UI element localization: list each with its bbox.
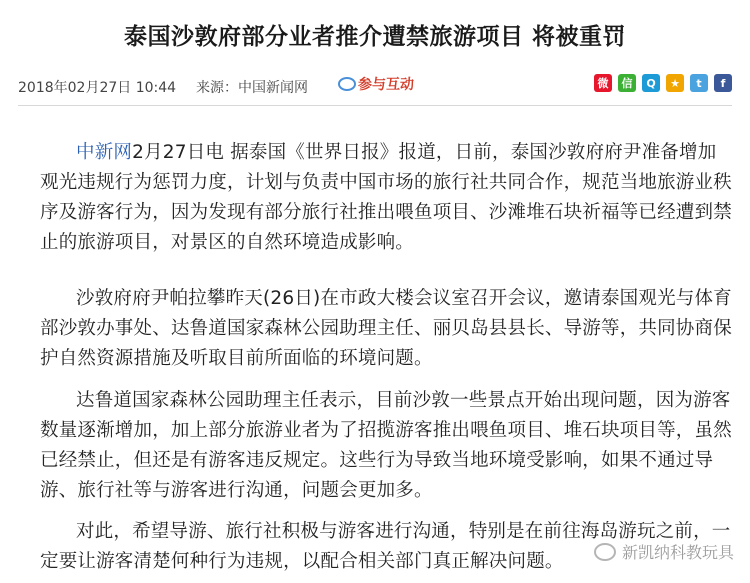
publish-date: 2018年02月27日 10:44 bbox=[18, 80, 177, 96]
interact-label: 参与互动 bbox=[358, 77, 414, 93]
twitter-icon[interactable]: t bbox=[690, 74, 708, 92]
source-link[interactable]: 中新网 bbox=[76, 142, 133, 163]
wechat-icon[interactable]: 信 bbox=[618, 74, 636, 92]
qzone-icon[interactable]: ★ bbox=[666, 74, 684, 92]
qq-icon[interactable]: Q bbox=[642, 74, 660, 92]
facebook-icon[interactable]: f bbox=[714, 74, 732, 92]
paragraph-1-text: 2月27日电 据泰国《世界日报》报道，日前，泰国沙敦府府尹准备增加观光违规行为惩罚力度，计划与负责中国市场的旅行社共同合作，规范当地旅游业秩序及游客行为，因为发现有部分旅行社推出喂鱼项目、沙滩堆石块祈福等已经遭到禁止的旅游项目，对景区的自然环境造成影响。 bbox=[40, 142, 732, 253]
paragraph-1 bbox=[40, 138, 732, 258]
article-title: 泰国沙敦府部分业者推介遭禁旅游项目 将被重罚 bbox=[123, 24, 626, 50]
comment-bubble-icon bbox=[338, 77, 356, 91]
weibo-icon[interactable]: 微 bbox=[594, 74, 612, 92]
paragraph-4: 对此，希望导游、旅行社积极与游客进行沟通，特别是在前往海岛游玩之前，一定要让游客清楚何种行为违规，以配合相关部门真正解决问题。 bbox=[40, 521, 731, 572]
watermark-text: 新凯纳科教玩具 bbox=[621, 543, 734, 562]
wechat-watermark-icon bbox=[594, 543, 616, 561]
article-source: 来源：中国新闻网 bbox=[196, 80, 308, 96]
header-divider bbox=[18, 105, 732, 106]
share-bar bbox=[594, 74, 732, 92]
paragraph-3: 达鲁道国家森林公园助理主任表示，目前沙敦一些景点开始出现问题，因为游客数量逐渐增加，加上部分旅游业者为了招揽游客推出喂鱼项目、堆石块项目等，虽然已经禁止，但还是有游客违反规定。这些行为导致当地环境受影响，如果不通过导游、旅行社等与游客进行沟通，问题会更加多。 bbox=[40, 390, 732, 501]
interact-link[interactable] bbox=[338, 74, 414, 94]
paragraph-2: 沙敦府府尹帕拉攀昨天(26日)在市政大楼会议室召开会议，邀请泰国观光与体育部沙敦办事处、达鲁道国家森林公园助理主任、丽贝岛县县长、导游等，共同协商保护自然资源措施及听取目前所面临的环境问题。 bbox=[40, 288, 732, 369]
watermark bbox=[594, 540, 734, 563]
article-meta bbox=[18, 74, 732, 98]
